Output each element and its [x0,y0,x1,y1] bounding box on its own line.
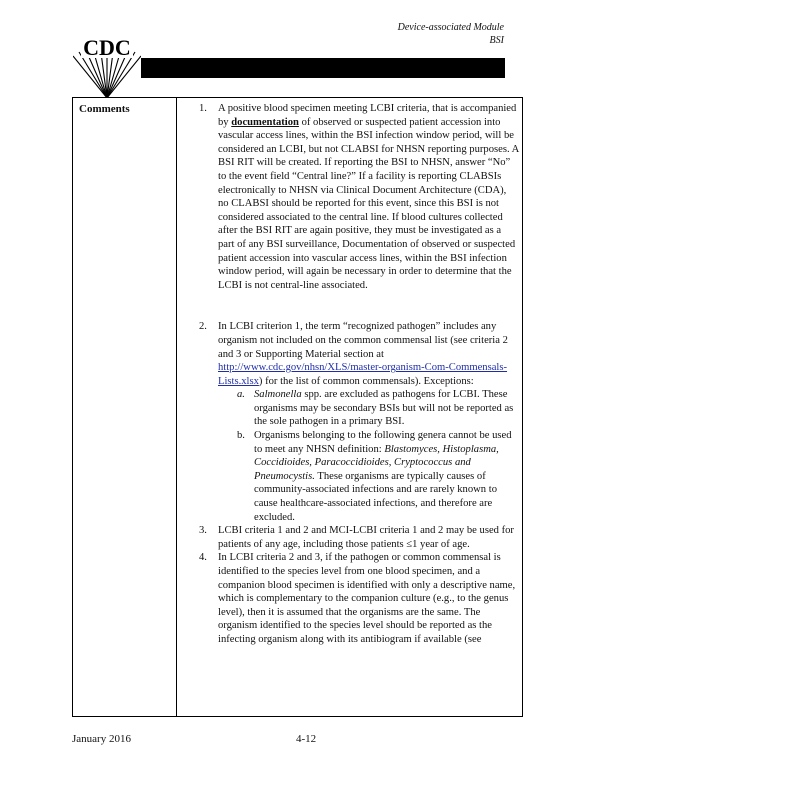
excluded-genera: Blastomyces, Histoplasma, Coccidioides, Paracoccidioides, Cryptococcus and Pneumocystis. [254,443,499,482]
section-title: BSI [489,35,504,46]
sub-letter: a. [237,389,245,401]
comments-label: Comments [79,103,130,115]
sub-text-tail: These organisms are typically causes of community-associated infections and are rarely known to cause healthcare-associated infections, and therefore are excluded. [254,470,497,523]
comment-item-2 [183,320,519,524]
logo-text: CDC [83,35,131,60]
footer-date: January 2016 [72,733,131,745]
item-number: 1. [199,103,207,114]
comment-item-4 [183,551,519,646]
exception-a [218,388,519,429]
item-number: 4. [199,552,207,564]
comments-content [183,102,519,647]
item-text-cont: ) for the list of common commensals). Exceptions: [258,375,474,387]
salmonella-term: Salmonella [254,389,302,401]
sub-text: spp. are excluded as pathogens for LCBI. These organisms may be secondary BSIs but will not be reported as the sole pathogen in a primary BSI. [254,389,514,428]
item-text: In LCBI criteria 2 and 3, if the pathogen or common commensal is identified to the species level from one blood specimen, and a companion blood specimen is identified with only a descriptive name, which is complementary to the companion culture (e.g., to the genus level), then it is assumed that the organisms are the same. The organism identified to the species level should be reported as the infecting organism along with its antibiogram if available (see [218,552,516,645]
item-text: LCBI criteria 1 and 2 and MCI-LCBI criteria 1 and 2 may be used for patients of any age, including those patients ≤1 year of age. [218,525,514,550]
exception-b [218,429,519,524]
sub-text: Organisms belonging to the following genera cannot be used to meet any NHSN definition: [254,430,512,455]
page-header [398,21,504,47]
page-number: 4-12 [296,733,317,745]
item-number: 2. [199,321,207,333]
column-divider [176,98,177,716]
comment-item-1 [183,102,519,292]
documentation-emphasis: documentation [231,116,299,128]
module-title: Device-associated Module [397,22,504,33]
comment-item-3 [183,524,519,551]
header-bar [134,58,505,78]
organism-list-link[interactable]: http://www.cdc.gov/nhsn/XLS/master-organism-Com-Commensals-Lists.xlsx [218,362,508,387]
item-text: In LCBI criterion 1, the term “recognized pathogen” includes any organism not included on the common commensal list (see criteria 2 and 3 or Supporting Material section at [218,321,508,360]
item-text: A positive blood specimen meeting LCBI criteria, that is accompanied by [218,103,517,128]
item-text-cont: of observed or suspected patient accession into vascular access lines, within the BSI infection window period, will be considered an LCBI, but not CLABSI for NHSN reporting purposes. A BSI RIT will be created. If reporting the BSI to NHSN, answer “No” to the event field “Central line?” If a facility is reporting CLABSIs electronically to NHSN via Clinical Document Architecture (CDA), no CLABSI should be reported for this event, since this BSI is not considered associated to the central line. If blood cultures collected after the BSI RIT are again positive, they must be investigated as a part of any BSI surveillance, Documentation of observed or suspected patient accession into vascular access lines, within the BSI infection window period, will again be necessary in order to determine that the LCBI is not central-line associated. [218,116,519,291]
sub-letter: b. [237,430,245,442]
item-number: 3. [199,525,207,537]
comments-table [72,97,523,717]
cdc-logo [73,34,141,98]
